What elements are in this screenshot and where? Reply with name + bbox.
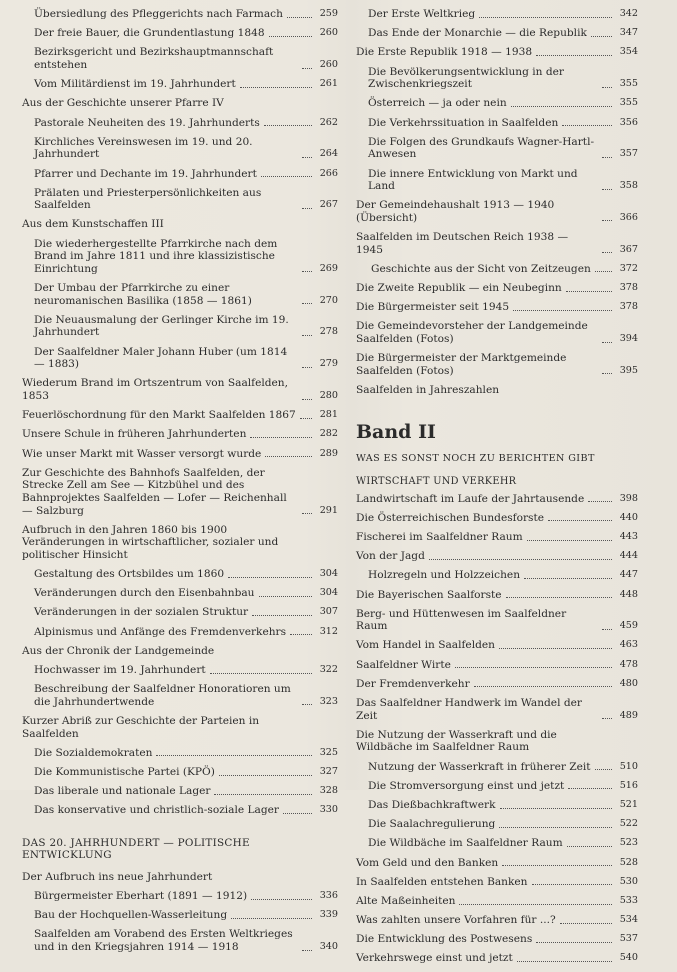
toc-entry <box>356 895 638 908</box>
toc-entry <box>22 909 338 922</box>
toc-entry-title: Österreich — ja oder nein <box>368 97 507 110</box>
toc-entry-title: Bezirksgericht und Bezirkshauptmannschaft entstehen <box>34 46 274 71</box>
toc-leader-dots <box>568 788 612 789</box>
toc-entry <box>22 78 338 91</box>
toc-leader-dots <box>261 176 312 177</box>
toc-entry <box>22 136 338 161</box>
toc-entry-page-number: 279 <box>319 358 338 370</box>
toc-entry-title: Die Gemeindevorsteher der Landgemeinde Saalfelden (Fotos) <box>356 320 588 345</box>
toc-leader-dots <box>602 157 612 158</box>
toc-leader-dots <box>499 827 612 828</box>
toc-entry-page-number: 398 <box>619 492 638 504</box>
toc-entry-page-number: 440 <box>619 511 638 523</box>
toc-entry-title: Die Kommunistische Partei (KPÖ) <box>34 765 215 778</box>
toc-leader-dots <box>156 755 312 756</box>
toc-entry-title: In Saalfelden entstehen Banken <box>356 875 528 888</box>
toc-entry <box>22 314 338 339</box>
toc-entry-page-number: 366 <box>619 211 638 223</box>
toc-entry-page-number: 448 <box>619 588 638 600</box>
toc-entry-title: Feuerlöschordnung für den Markt Saalfelden 1867 <box>22 409 296 422</box>
toc-entry-title: Aus der Chronik der Landgemeinde <box>22 644 215 657</box>
toc-entry-page-number: 355 <box>619 78 638 90</box>
toc-entry-title: Die Zweite Republik — ein Neubeginn <box>356 282 562 295</box>
toc-leader-dots <box>506 597 612 598</box>
toc-leader-dots <box>595 271 612 272</box>
toc-entry-page-number: 260 <box>319 27 338 39</box>
toc-leader-dots <box>602 220 612 221</box>
toc-entry-title: Die Österreichischen Bundesforste <box>356 511 544 524</box>
toc-entry-page-number: 260 <box>319 58 338 70</box>
toc-entry-title: Das Dießbachkraftwerk <box>368 798 496 811</box>
toc-entry-page-number: 307 <box>319 606 338 618</box>
toc-entry-page-number: 266 <box>319 167 338 179</box>
toc-leader-dots <box>283 813 312 814</box>
toc-entry-title: Zur Geschichte des Bahnhofs Saalfelden, der Strecke Zell am See — Kitzbühel und des Bahnprojektes Saalfelden — Lofer — Reichenhall — Salzburg <box>22 466 287 517</box>
toc-entry-page-number: 269 <box>319 262 338 274</box>
toc-entry-title: Bürgermeister Eberhart (1891 — 1912) <box>34 890 248 903</box>
toc-entry-title: Von der Jagd <box>356 550 425 563</box>
toc-entry-page-number: 291 <box>319 504 338 516</box>
toc-entry <box>356 639 638 652</box>
toc-leader-dots <box>566 291 612 292</box>
toc-entry <box>22 606 338 619</box>
toc-leader-dots <box>228 577 312 578</box>
toc-entry-page-number: 323 <box>319 695 338 707</box>
toc-entry-page-number: 443 <box>619 530 638 542</box>
toc-leader-dots <box>302 335 312 336</box>
toc-leader-dots <box>479 17 612 18</box>
toc-entry-title: Das Ende der Monarchie — die Republik <box>368 27 587 40</box>
toc-entry-title: Alte Maßeinheiten <box>356 894 456 907</box>
toc-entry-title: Der Fremdenverkehr <box>356 677 470 690</box>
toc-entry <box>356 933 638 946</box>
toc-entry-title: Was zahlten unsere Vorfahren für ...? <box>356 914 556 927</box>
toc-entry <box>356 818 638 831</box>
toc-leader-dots <box>265 456 312 457</box>
toc-entry <box>22 664 338 677</box>
toc-leader-dots <box>302 367 312 368</box>
toc-leader-dots <box>532 884 612 885</box>
toc-entry-title: Saalfelden im Deutschen Reich 1938 — 1945 <box>356 231 569 256</box>
toc-entry-page-number: 328 <box>319 785 338 797</box>
toc-leader-dots <box>252 615 312 616</box>
toc-entry-title: Die Sozialdemokraten <box>34 746 153 759</box>
toc-entry <box>22 785 338 798</box>
toc-entry-title: Berg- und Hüttenwesen im Saalfeldner Raum <box>356 607 567 633</box>
toc-entry-title: Prälaten und Priesterpersönlichkeiten aus Saalfelden <box>34 186 262 212</box>
toc-leader-dots <box>588 501 612 502</box>
toc-entry-page-number: 340 <box>319 941 338 953</box>
toc-entry-title: Die Entwicklung des Postwesens <box>356 933 533 946</box>
toc-left-column <box>22 8 338 960</box>
toc-entry-page-number: 394 <box>619 333 638 344</box>
toc-entry <box>356 27 638 40</box>
toc-entry-title: Die Bevölkerungsentwicklung in der Zwischenkriegszeit <box>368 65 564 91</box>
toc-leader-dots <box>536 55 612 56</box>
toc-leader-dots <box>302 513 312 514</box>
toc-entry-title: Saalfelden am Vorabend des Ersten Weltkrieges und in den Kriegsjahren 1914 — 1918 <box>34 928 293 954</box>
toc-entry-page-number: 463 <box>619 639 638 651</box>
toc-entry <box>22 428 338 441</box>
toc-leader-dots <box>560 923 612 924</box>
toc-leader-dots <box>517 961 612 962</box>
toc-entry-title: Holzregeln und Holzzeichen <box>368 569 521 582</box>
toc-entry <box>22 117 338 130</box>
toc-entry-title: Die Verkehrssituation in Saalfelden <box>368 116 559 129</box>
toc-leader-dots <box>240 87 312 88</box>
toc-entry <box>356 697 638 722</box>
toc-leader-dots <box>474 686 612 687</box>
toc-entry-title: Übersiedlung des Pfleggerichts nach Farmach <box>34 8 283 20</box>
toc-leader-dots <box>602 87 612 88</box>
toc-entry-page-number: 327 <box>319 765 338 777</box>
toc-entry-title: Die Saalachregulierung <box>368 818 496 831</box>
toc-entry <box>356 659 638 672</box>
toc-leader-dots <box>302 303 312 304</box>
toc-entry <box>22 766 338 779</box>
toc-entry <box>22 187 338 212</box>
toc-entry-title: Der Gemeindehaushalt 1913 — 1940 (Übersicht) <box>356 199 555 224</box>
toc-entry <box>356 512 638 525</box>
toc-entry <box>356 729 638 754</box>
toc-entry-title: Wiederum Brand im Ortszentrum von Saalfelden, 1853 <box>22 377 288 402</box>
toc-entry-title: Pastorale Neuheiten des 19. Jahrhunderts <box>34 116 260 129</box>
toc-entry-page-number: 282 <box>319 428 338 440</box>
toc-leader-dots <box>287 17 312 18</box>
toc-entry-title: Vom Geld und den Banken <box>356 856 499 869</box>
toc-entry <box>22 218 338 231</box>
toc-entry <box>22 97 338 110</box>
toc-entry <box>22 587 338 600</box>
toc-entry-page-number: 367 <box>619 243 638 255</box>
toc-entry-page-number: 281 <box>319 409 338 421</box>
toc-entry-page-number: 522 <box>619 818 638 830</box>
toc-entry-page-number: 356 <box>619 116 638 128</box>
toc-entry-page-number: 339 <box>319 909 338 921</box>
toc-entry <box>356 199 638 224</box>
toc-entry-page-number: 289 <box>319 447 338 459</box>
toc-leader-dots <box>231 918 312 919</box>
toc-entry-page-number: 330 <box>319 804 338 816</box>
toc-entry-page-number: 354 <box>619 46 638 58</box>
toc-entry-page-number: 489 <box>619 709 638 721</box>
toc-entry-page-number: 537 <box>619 933 638 945</box>
toc-entry <box>22 683 338 708</box>
toc-entry-page-number: 395 <box>619 364 638 376</box>
toc-entry-title: Die wiederhergestellte Pfarrkirche nach dem Brand im Jahre 1811 und ihre klassizistische Einrichtung <box>34 237 278 275</box>
toc-entry <box>22 409 338 422</box>
toc-entry <box>356 952 638 965</box>
toc-entry-title: Die Bürgermeister seit 1945 <box>356 301 510 314</box>
toc-entry <box>356 876 638 889</box>
toc-entry-page-number: 336 <box>319 890 338 902</box>
toc-leader-dots <box>602 252 612 253</box>
toc-leader-dots <box>219 775 312 776</box>
toc-entry-title: Fischerei im Saalfeldner Raum <box>356 530 523 543</box>
toc-list-left <box>22 8 338 817</box>
toc-entry-title: Geschichte aus der Sicht von Zeitzeugen <box>371 262 591 275</box>
toc-entry-title: Die Erste Republik 1918 — 1938 <box>356 46 533 59</box>
toc-entry <box>356 531 638 544</box>
toc-list-left-20th-century <box>22 871 338 954</box>
toc-leader-dots <box>513 310 612 311</box>
toc-leader-dots <box>602 718 612 719</box>
toc-entry-title: Aus dem Kunstschaffen III <box>22 218 164 231</box>
toc-entry-page-number: 534 <box>619 914 638 926</box>
toc-entry <box>22 448 338 461</box>
toc-leader-dots <box>499 648 612 649</box>
toc-entry-title: Bau der Hochquellen-Wasserleitung <box>34 909 228 922</box>
toc-entry <box>356 493 638 506</box>
toc-entry-page-number: 528 <box>619 856 638 868</box>
band-subtitle: WAS ES SONST NOCH ZU BERICHTEN GIBT <box>356 452 595 464</box>
toc-entry-page-number: 280 <box>319 389 338 401</box>
toc-entry-page-number: 378 <box>619 301 638 313</box>
toc-entry <box>22 568 338 581</box>
toc-entry-page-number: 540 <box>619 952 638 964</box>
toc-leader-dots <box>259 596 313 597</box>
toc-leader-dots <box>269 36 312 37</box>
toc-entry-title: Der Saalfeldner Maler Johann Huber (um 1814 — 1883) <box>34 345 288 371</box>
toc-leader-dots <box>302 208 312 209</box>
toc-entry <box>356 837 638 850</box>
toc-entry-title: Kurzer Abriß zur Geschichte der Parteien in Saalfelden <box>22 714 260 740</box>
toc-entry <box>356 263 638 276</box>
toc-leader-dots <box>459 904 612 905</box>
toc-entry-title: Der Umbau der Pfarrkirche zu einer neuromanischen Basilika (1858 — 1861) <box>34 282 252 307</box>
toc-entry <box>356 8 638 21</box>
toc-entry-title: Das Saalfeldner Handwerk im Wandel der Zeit <box>356 697 582 722</box>
band-title: Band II <box>356 420 436 443</box>
toc-leader-dots <box>214 794 312 795</box>
toc-entry <box>356 136 638 161</box>
toc-entry-page-number: 516 <box>619 779 638 791</box>
toc-entry-title: Aufbruch in den Jahren 1860 bis 1900 Veränderungen in wirtschaftlicher, sozialer und politischer Hinsicht <box>22 523 279 561</box>
toc-leader-dots <box>264 125 312 126</box>
toc-entry <box>356 66 638 91</box>
toc-leader-dots <box>302 68 312 69</box>
toc-entry-title: Aus der Geschichte unserer Pfarre IV <box>22 97 224 110</box>
toc-entry-title: Der Aufbruch ins neue Jahrhundert <box>22 870 213 883</box>
toc-entry <box>22 377 338 402</box>
toc-leader-dots <box>602 373 612 374</box>
toc-entry-title: Das konservative und christlich-soziale Lager <box>34 804 279 817</box>
toc-list-band-2 <box>356 493 638 966</box>
toc-entry-title: Saalfelden in Jahreszahlen <box>356 383 500 396</box>
toc-entry <box>356 97 638 110</box>
category-heading: WIRTSCHAFT UND VERKEHR <box>356 475 517 487</box>
toc-entry-page-number: 259 <box>319 8 338 19</box>
toc-entry <box>356 352 638 377</box>
toc-entry-title: Das liberale und nationale Lager <box>34 785 211 798</box>
toc-entry <box>22 27 338 40</box>
toc-leader-dots <box>290 634 312 635</box>
toc-entry-page-number: 444 <box>619 550 638 562</box>
toc-entry-title: Pfarrer und Dechante im 19. Jahrhundert <box>34 167 257 180</box>
toc-entry-page-number: 312 <box>319 625 338 637</box>
toc-entry-title: Alpinismus und Anfänge des Fremdenverkehrs <box>34 625 287 638</box>
toc-entry-page-number: 304 <box>319 587 338 599</box>
toc-entry-title: Die Bürgermeister der Marktgemeinde Saalfelden (Fotos) <box>356 352 567 377</box>
toc-leader-dots <box>300 418 312 419</box>
toc-leader-dots <box>302 950 312 951</box>
toc-leader-dots <box>455 667 612 668</box>
section-heading-20th-century: DAS 20. JAHRHUNDERT — POLITISCHE ENTWICKLUNG <box>22 836 250 861</box>
toc-list-right <box>356 8 638 397</box>
toc-leader-dots <box>429 559 612 560</box>
toc-entry-page-number: 357 <box>619 148 638 160</box>
toc-entry-title: Die Folgen des Grundkaufs Wagner-Hartl-Anwesen <box>368 135 595 161</box>
toc-entry-title: Beschreibung der Saalfeldner Honoratioren um die Jahrhundertwende <box>34 683 291 708</box>
toc-leader-dots <box>562 125 612 126</box>
toc-entry-page-number: 459 <box>619 620 638 632</box>
toc-entry <box>22 890 338 903</box>
toc-entry-title: Kirchliches Vereinswesen im 19. und 20. Jahrhundert <box>34 135 253 161</box>
toc-entry-title: Die Wildbäche im Saalfeldner Raum <box>368 837 563 850</box>
toc-entry-page-number: 342 <box>619 8 638 19</box>
toc-entry <box>356 589 638 602</box>
toc-entry-page-number: 270 <box>319 294 338 306</box>
toc-leader-dots <box>595 769 612 770</box>
toc-entry <box>356 168 638 193</box>
toc-leader-dots <box>567 846 612 847</box>
toc-entry-page-number: 358 <box>619 180 638 192</box>
toc-entry <box>356 761 638 774</box>
toc-entry <box>356 282 638 295</box>
toc-entry <box>356 231 638 256</box>
toc-entry-title: Unsere Schule in früheren Jahrhunderten <box>22 428 247 441</box>
toc-entry-title: Saalfeldner Wirte <box>356 658 451 671</box>
toc-entry-page-number: 322 <box>319 664 338 675</box>
toc-entry <box>356 857 638 870</box>
toc-entry <box>22 8 338 21</box>
toc-leader-dots <box>302 704 312 705</box>
toc-entry <box>356 46 638 59</box>
toc-leader-dots <box>548 520 612 521</box>
toc-entry <box>22 715 338 740</box>
toc-entry <box>356 117 638 130</box>
toc-entry-title: Die Neuausmalung der Gerlinger Kirche im 19. Jahrhundert <box>34 313 289 339</box>
toc-entry-page-number: 510 <box>619 760 638 772</box>
toc-leader-dots <box>302 157 312 158</box>
toc-leader-dots <box>591 36 612 37</box>
toc-entry <box>356 550 638 563</box>
toc-entry-page-number: 355 <box>619 97 638 109</box>
toc-leader-dots <box>524 578 612 579</box>
toc-entry-page-number: 530 <box>619 875 638 887</box>
toc-entry-page-number: 533 <box>619 894 638 906</box>
toc-leader-dots <box>302 399 312 400</box>
toc-entry <box>22 871 338 884</box>
toc-entry <box>356 569 638 582</box>
toc-leader-dots <box>502 865 612 866</box>
toc-entry <box>356 384 638 397</box>
toc-entry-title: Veränderungen in der sozialen Struktur <box>34 606 249 619</box>
toc-entry-title: Hochwasser im 19. Jahrhundert <box>34 664 206 676</box>
toc-entry-title: Die Bayerischen Saalforste <box>356 588 502 601</box>
toc-leader-dots <box>536 942 612 943</box>
toc-entry <box>22 282 338 307</box>
toc-entry <box>356 799 638 812</box>
toc-entry-title: Die Stromversorgung einst und jetzt <box>368 779 565 792</box>
toc-entry-page-number: 325 <box>319 746 338 758</box>
toc-entry <box>356 678 638 691</box>
toc-entry-page-number: 447 <box>619 569 638 581</box>
toc-entry <box>22 645 338 658</box>
toc-entry-page-number: 261 <box>319 78 338 90</box>
toc-leader-dots <box>527 540 612 541</box>
toc-leader-dots <box>250 437 312 438</box>
toc-entry-page-number: 521 <box>619 798 638 810</box>
toc-entry <box>22 626 338 639</box>
toc-entry-title: Die Nutzung der Wasserkraft und die Wildbäche im Saalfeldner Raum <box>356 728 557 754</box>
toc-entry <box>356 608 638 633</box>
toc-entry <box>22 346 338 371</box>
toc-entry-page-number: 347 <box>619 27 638 39</box>
toc-leader-dots <box>210 673 312 674</box>
toc-entry-title: Wie unser Markt mit Wasser versorgt wurde <box>22 447 262 460</box>
toc-leader-dots <box>500 808 613 809</box>
toc-leader-dots <box>602 629 612 630</box>
toc-entry-title: Landwirtschaft im Laufe der Jahrtausende <box>356 492 585 505</box>
toc-entry <box>22 46 338 71</box>
toc-entry <box>22 747 338 760</box>
toc-leader-dots <box>511 106 612 107</box>
toc-entry <box>22 524 338 562</box>
toc-entry-page-number: 372 <box>619 262 638 274</box>
toc-right-column <box>356 8 638 972</box>
toc-entry <box>356 914 638 927</box>
toc-entry-title: Vom Militärdienst im 19. Jahrhundert <box>34 78 236 91</box>
toc-entry-title: Der Erste Weltkrieg <box>368 8 476 20</box>
toc-entry <box>356 301 638 314</box>
toc-entry <box>22 928 338 953</box>
toc-entry <box>22 804 338 817</box>
toc-leader-dots <box>602 189 612 190</box>
toc-leader-dots <box>302 271 312 272</box>
toc-entry-title: Nutzung der Wasserkraft in früherer Zeit <box>368 760 591 773</box>
toc-entry <box>22 168 338 181</box>
toc-leader-dots <box>251 899 312 900</box>
toc-entry-page-number: 378 <box>619 282 638 294</box>
toc-entry <box>22 467 338 517</box>
toc-entry-page-number: 523 <box>619 837 638 849</box>
toc-entry <box>356 320 638 345</box>
toc-entry-title: Verkehrswege einst und jetzt <box>356 952 513 965</box>
toc-leader-dots <box>602 342 612 343</box>
toc-entry <box>22 238 338 276</box>
toc-entry-page-number: 278 <box>319 326 338 338</box>
toc-entry-page-number: 267 <box>319 199 338 211</box>
toc-entry-title: Vom Handel in Saalfelden <box>356 639 495 652</box>
toc-entry-page-number: 480 <box>619 677 638 689</box>
toc-entry-page-number: 304 <box>319 568 338 580</box>
toc-entry-page-number: 262 <box>319 116 338 128</box>
toc-entry-page-number: 264 <box>319 148 338 160</box>
toc-entry-title: Die innere Entwicklung von Markt und Land <box>368 167 578 193</box>
toc-entry-title: Gestaltung des Ortsbildes um 1860 <box>34 568 225 581</box>
toc-entry <box>356 780 638 793</box>
toc-entry-title: Der freie Bauer, die Grundentlastung 1848 <box>34 27 265 40</box>
toc-entry-page-number: 478 <box>619 658 638 670</box>
toc-entry-title: Veränderungen durch den Eisenbahnbau <box>34 587 255 600</box>
